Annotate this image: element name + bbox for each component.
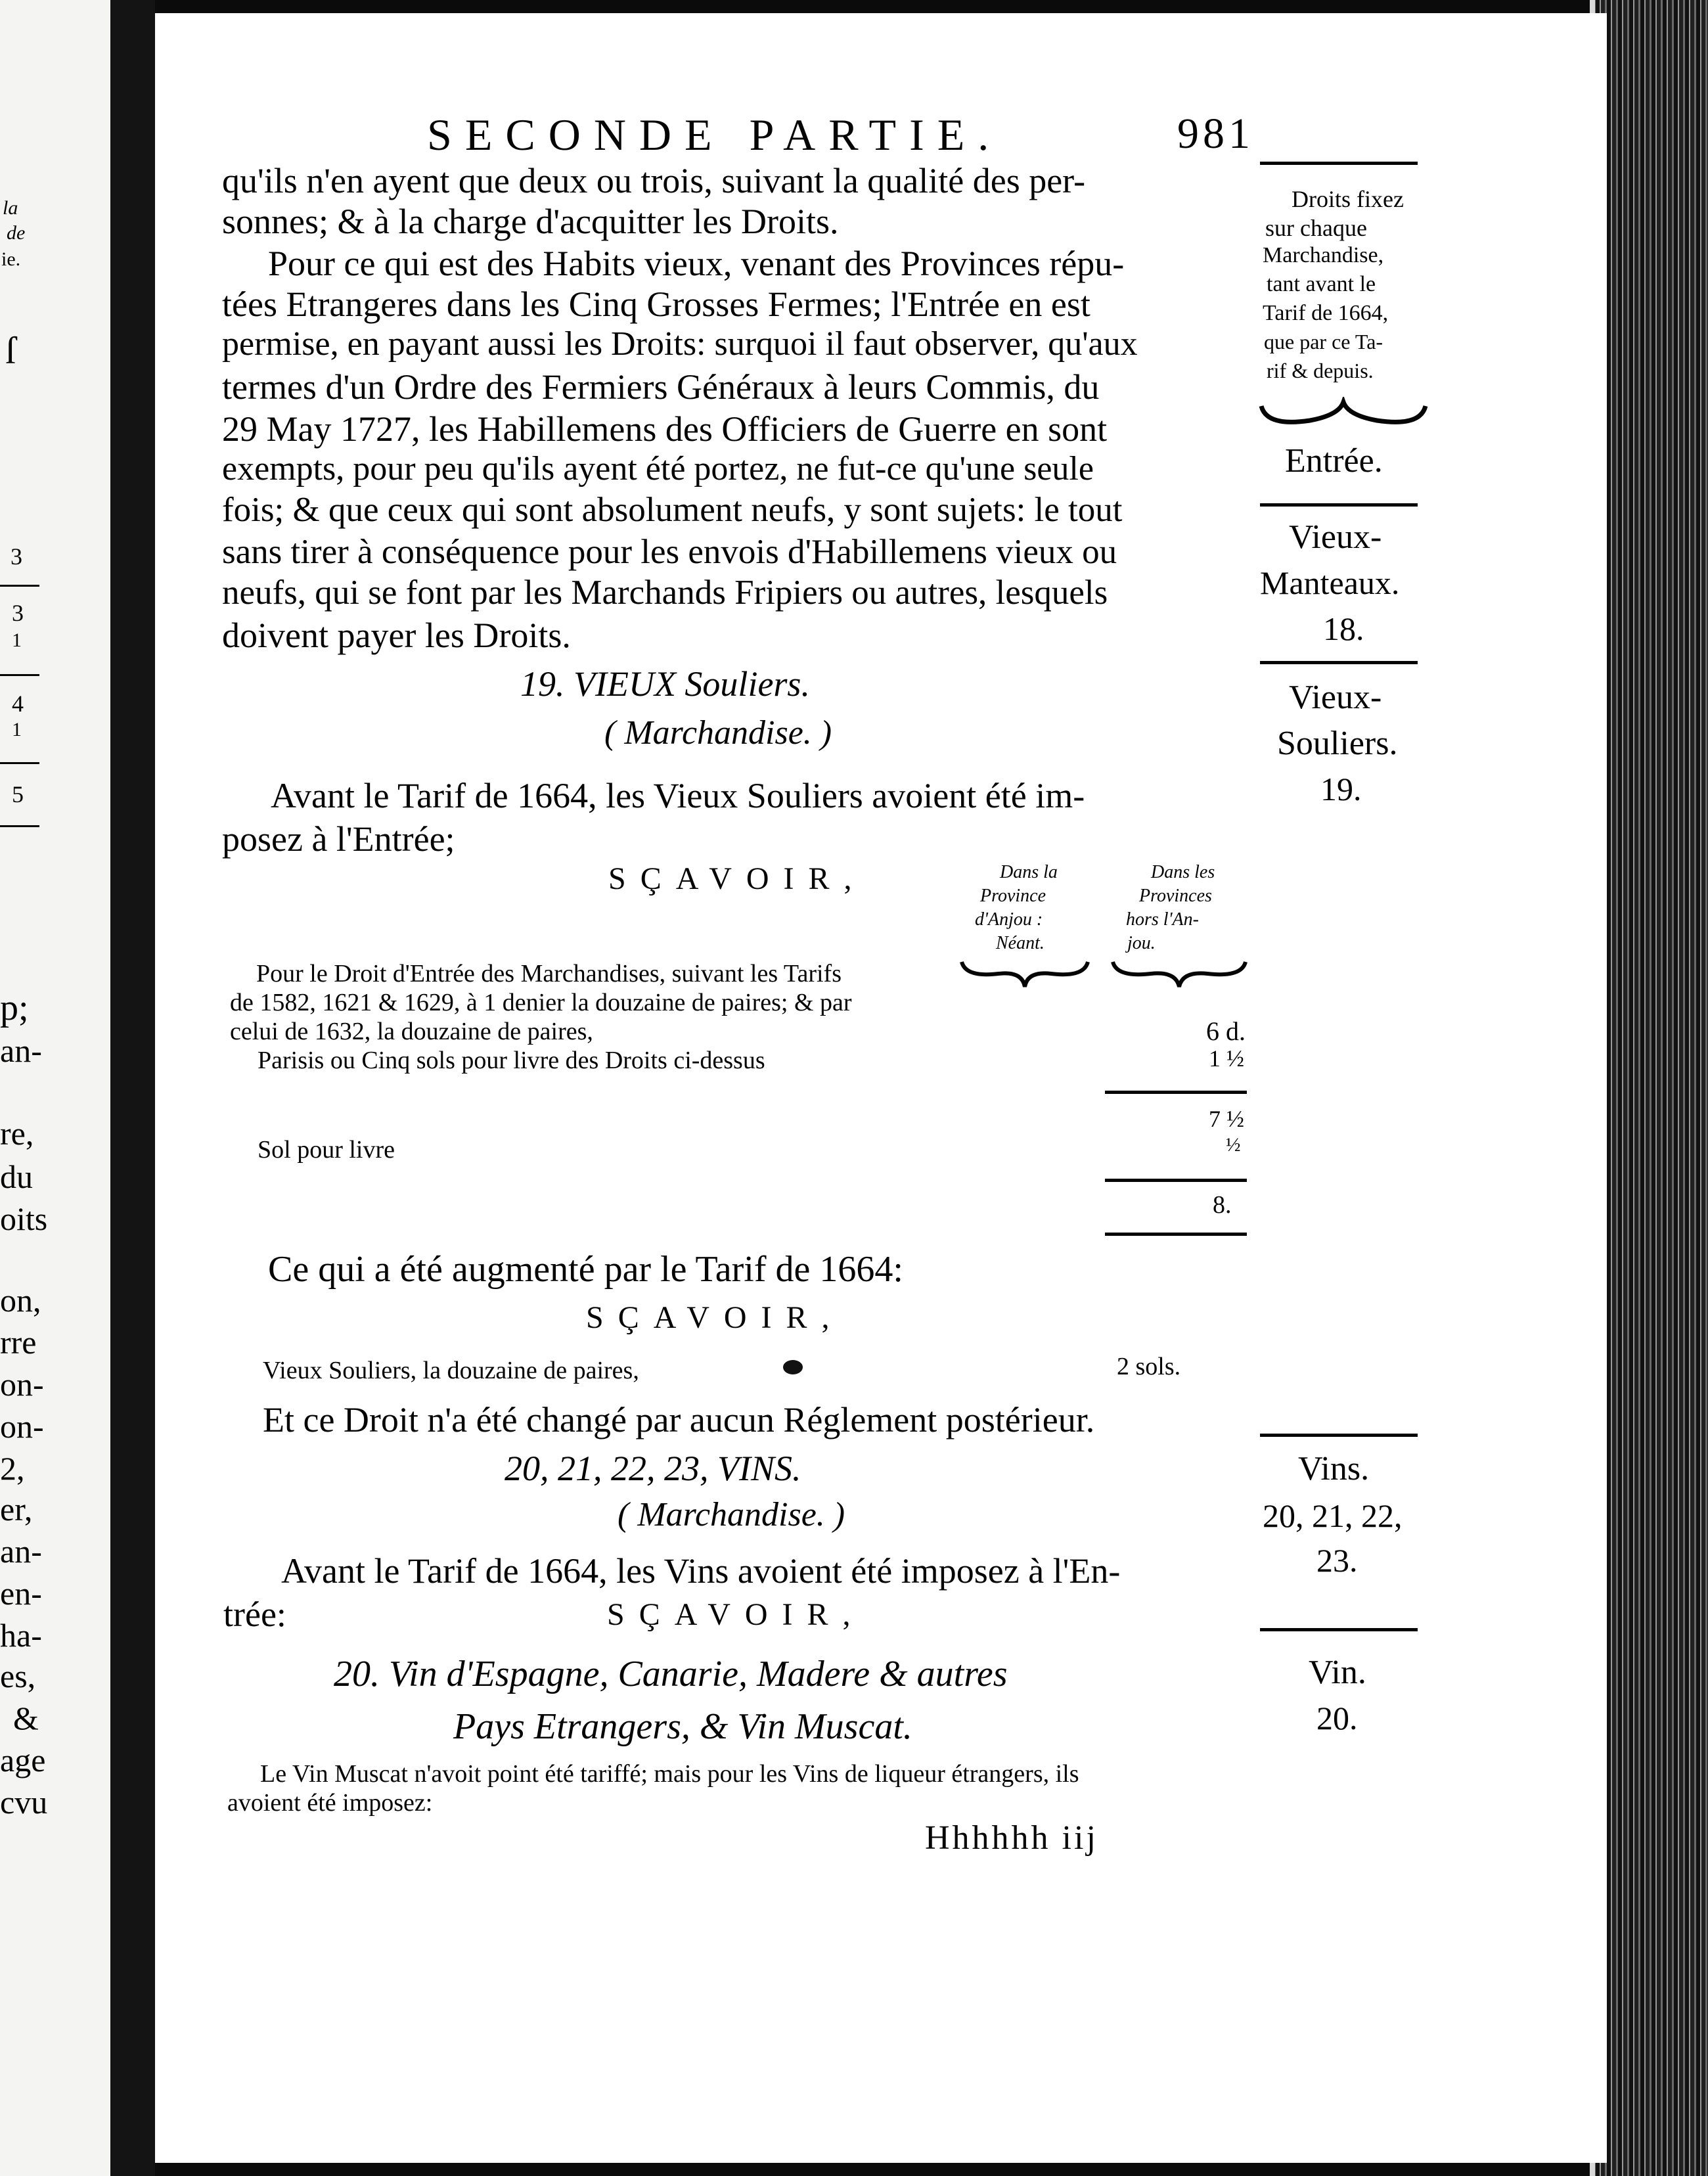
body-line: doivent payer les Droits. [222, 616, 571, 655]
signature-mark: Hhhhhh iij [925, 1819, 1098, 1857]
prev-fragment: 1 [12, 719, 22, 740]
scavoir-heading: SÇAVOIR, [608, 861, 866, 896]
brace-icon [1257, 397, 1429, 436]
margin-note-line: rif & depuis. [1267, 359, 1374, 382]
body-line: permise, en payant aussi les Droits: surquoi il faut observer, qu'aux [222, 325, 1138, 363]
prev-rule [0, 762, 39, 764]
subsection-line: 20. Vin d'Espagne, Canarie, Madere & autres [334, 1654, 1008, 1694]
body-line: 29 May 1727, les Habillemens des Officiers de Guerre en sont [222, 409, 1108, 449]
table-row-text: Sol pour livre [258, 1136, 395, 1164]
prev-fragment: 1 [12, 629, 22, 651]
prev-fragment: p; [0, 987, 29, 1028]
body-line: tées Etrangeres dans les Cinq Grosses Fermes; l'Entrée en est [222, 284, 1090, 324]
subsection-line: Pays Etrangers, & Vin Muscat. [453, 1706, 912, 1747]
margin-note-line: Souliers. [1277, 725, 1398, 762]
body-line: sans tirer à conséquence pour les envois d'Habillemens vieux ou [222, 533, 1117, 571]
sum-rule [1105, 1179, 1247, 1182]
body-line: neufs, qui se font par les Marchands Fripiers ou autres, lesquels [222, 574, 1108, 612]
table-row-text: celui de 1632, la douzaine de paires, [230, 1018, 593, 1045]
previous-page-edge [0, 0, 110, 2176]
column-head: hors l'An- [1126, 909, 1199, 930]
column-head: jou. [1127, 933, 1156, 953]
closing-line: Et ce Droit n'a été changé par aucun Réglement postérieur. [263, 1400, 1095, 1439]
table-value: 1 ½ [1209, 1045, 1244, 1072]
section-subtitle: ( Marchandise. ) [604, 714, 832, 752]
margin-note-line: Vins. [1298, 1450, 1370, 1487]
margin-note-line: 19. [1320, 771, 1362, 807]
intro-line: posez à l'Entrée; [222, 819, 455, 859]
prev-fragment: er, [0, 1491, 33, 1528]
prev-fragment: age [0, 1742, 46, 1779]
table-row-text: Parisis ou Cinq sols pour livre des Droits ci-dessus [258, 1047, 765, 1074]
margin-note-line: 20, 21, 22, [1263, 1497, 1403, 1534]
table-value: 7 ½ [1209, 1106, 1244, 1132]
margin-note-line: Vieux- [1289, 679, 1382, 716]
table-total: 8. [1213, 1191, 1232, 1219]
column-head: d'Anjou : [975, 909, 1043, 930]
prev-fragment: on- [0, 1366, 44, 1403]
table-row-text: Vieux Souliers, la douzaine de paires, [263, 1357, 639, 1384]
body-line: exempts, pour peu qu'ils ayent été portez, ne fut-ce qu'une seule [222, 450, 1094, 487]
section-subtitle: ( Marchandise. ) [618, 1496, 845, 1533]
note-line: Le Vin Muscat n'avoit point été tariffé; mais pour les Vins de liqueur étrangers, ils [260, 1760, 1079, 1788]
column-head: Provinces [1139, 886, 1212, 906]
body-line: qu'ils n'en ayent que deux ou trois, suivant la qualité des per- [222, 161, 1086, 200]
scavoir-heading: SÇAVOIR, [586, 1300, 844, 1335]
prev-fragment: 2, [0, 1450, 25, 1487]
sum-rule [1105, 1091, 1247, 1094]
intro-line: Avant le Tarif de 1664, les Vieux Souliers avoient été im- [271, 776, 1085, 815]
prev-fragment: cvu [0, 1784, 48, 1821]
section-title: 20, 21, 22, 23, VINS. [505, 1449, 801, 1488]
column-head: Néant. [996, 933, 1045, 953]
margin-rule [1260, 503, 1418, 507]
prev-fragment: & [13, 1700, 39, 1736]
sum-rule [1105, 1233, 1247, 1236]
prev-fragment: re, [0, 1115, 34, 1152]
brace-icon [1110, 958, 1248, 991]
running-head: SECONDE PARTIE. [427, 110, 1002, 160]
margin-note-line: Marchandise, [1263, 243, 1384, 267]
prev-fragment: 5 [12, 781, 24, 807]
prev-fragment: du [0, 1158, 33, 1195]
margin-note-line: 20. [1316, 1700, 1358, 1736]
prev-fragment: 3 [12, 600, 24, 626]
prev-fragment: en- [0, 1575, 42, 1612]
page-number: 981 [1177, 110, 1254, 158]
margin-note-line: 18. [1323, 610, 1364, 647]
note-line: avoient été imposez: [227, 1789, 433, 1817]
prev-fragment: de [7, 222, 26, 244]
margin-rule [1260, 661, 1418, 664]
margin-rule [1260, 1434, 1418, 1437]
column-head: Dans la [1000, 862, 1058, 882]
intro-line: trée: [223, 1595, 286, 1634]
margin-note-line: Vieux- [1289, 518, 1382, 556]
table-row-text: Pour le Droit d'Entrée des Marchandises, suivant les Tarifs [256, 960, 842, 987]
margin-note-line: sur chaque [1265, 215, 1367, 241]
table-value: 6 d. [1206, 1016, 1246, 1046]
table-value: ½ [1226, 1134, 1241, 1156]
margin-note-line: tant avant le [1267, 272, 1376, 296]
prev-fragment: oits [0, 1200, 48, 1237]
margin-rule [1260, 1628, 1418, 1631]
table-value: 2 sols. [1117, 1353, 1181, 1380]
margin-rule [1260, 162, 1418, 165]
prev-fragment: la [3, 197, 18, 219]
brace-icon [959, 958, 1090, 991]
column-head: Dans les [1151, 862, 1215, 882]
body-line: termes d'un Ordre des Fermiers Généraux à leurs Commis, du [222, 367, 1100, 407]
gutter-shadow [110, 0, 155, 2176]
prev-rule [0, 585, 39, 587]
margin-note-line: que par ce Ta- [1264, 330, 1383, 353]
prev-fragment: on, [0, 1282, 41, 1319]
prev-fragment: ſ [5, 329, 16, 372]
column-head: Province [980, 886, 1046, 906]
table-row-text: de 1582, 1621 & 1629, à 1 denier la douzaine de paires; & par [230, 989, 852, 1016]
book-fore-edge [1590, 0, 1708, 2176]
body-line: sonnes; & à la charge d'acquitter les Droits. [222, 202, 839, 241]
prev-fragment: rre [0, 1324, 37, 1361]
augmentation-line: Ce qui a été augmenté par le Tarif de 1664: [268, 1249, 903, 1290]
prev-rule [0, 674, 39, 676]
prev-fragment: an- [0, 1533, 42, 1570]
prev-fragment: es, [0, 1658, 36, 1694]
body-line: fois; & que ceux qui sont absolument neufs, y sont sujets: le tout [222, 491, 1123, 529]
prev-fragment: ie. [1, 248, 21, 270]
prev-fragment: an- [0, 1032, 42, 1069]
margin-note-line: Manteaux. [1260, 564, 1400, 601]
scavoir-heading: SÇAVOIR, [607, 1597, 865, 1632]
margin-note-line: Vin. [1309, 1654, 1366, 1691]
prev-fragment: 4 [12, 691, 24, 717]
margin-note-line: Droits fixez [1292, 186, 1404, 212]
prev-fragment: on- [0, 1408, 44, 1445]
prev-fragment: 3 [11, 543, 22, 570]
margin-note-line: Tarif de 1664, [1263, 301, 1389, 325]
section-title: 19. VIEUX Souliers. [520, 664, 810, 704]
margin-note-line: 23. [1316, 1542, 1358, 1579]
intro-line: Avant le Tarif de 1664, les Vins avoient été imposez à l'En- [281, 1551, 1121, 1591]
ink-blot [783, 1360, 803, 1374]
prev-fragment: ha- [0, 1617, 42, 1654]
margin-note-entree: Entrée. [1285, 442, 1383, 480]
prev-rule [0, 825, 39, 827]
body-line: Pour ce qui est des Habits vieux, venant des Provinces répu- [268, 244, 1125, 283]
